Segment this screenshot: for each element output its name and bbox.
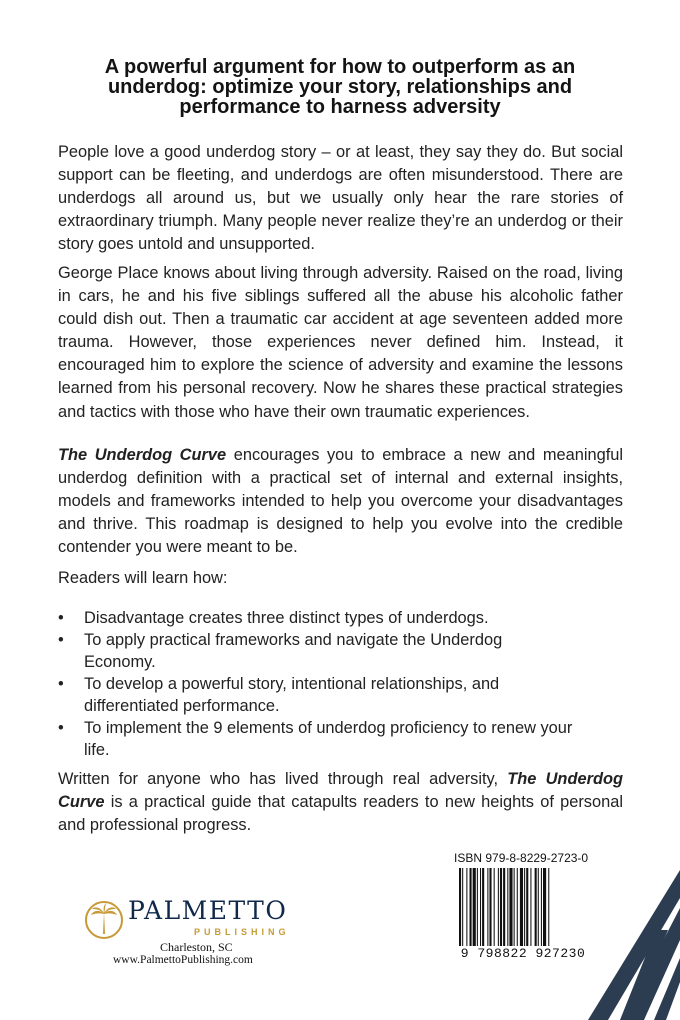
paragraph-book: [58, 444, 623, 559]
list-item-text: To implement the 9 elements of underdog proficiency to renew your life.: [84, 719, 573, 759]
bullet-marker: •: [58, 609, 64, 627]
isbn-label: ISBN 979-8-8229-2723-0: [454, 851, 589, 865]
barcode-bar: [548, 868, 549, 946]
list-item: [58, 629, 578, 673]
paragraph-closing: [58, 768, 623, 837]
barcode-bar: [473, 868, 476, 946]
list-item-text: To apply practical frameworks and navigate the Underdog Economy.: [84, 631, 503, 671]
list-item-text: To develop a powerful story, intentional relationships, and differentiated performance.: [84, 675, 500, 715]
barcode-bar: [507, 868, 508, 946]
list-item-text: Disadvantage creates three distinct types of underdogs.: [84, 609, 489, 627]
bullet-marker: •: [58, 675, 64, 693]
barcode-bar: [538, 868, 539, 946]
decorative-stripes: [560, 870, 680, 1020]
paragraph-closing-text: Written for anyone who has lived through real adversity,: [58, 770, 508, 788]
publisher-sub: PUBLISHING: [194, 927, 290, 937]
barcode-bar: [487, 868, 488, 946]
paragraph-book-text: encourages you to embrace a new and meaningful underdog definition with a practical set of internal and external insights, models and frameworks intended to help you overcome your disadvantages and thrive. This roadmap is designed to help you evolve into the credible contender you were meant to be.: [58, 446, 624, 557]
barcode-bar: [509, 868, 512, 946]
barcode-bar: [530, 868, 531, 946]
barcode-bar: [520, 868, 523, 946]
barcode-bar: [535, 868, 537, 946]
headline: A powerful argument for how to outperform as an underdog: optimize your story, relationships and performance to harness adversity: [104, 56, 576, 118]
paragraph-readers: Readers will learn how:: [58, 569, 228, 587]
barcode-bar: [462, 868, 463, 946]
list-item: [58, 717, 578, 761]
book-title: The Underdog Curve: [58, 446, 227, 464]
bullet-marker: •: [58, 719, 64, 737]
barcode-bar: [480, 868, 481, 946]
palmetto-tree-icon: [84, 900, 124, 940]
barcode-bar: [517, 868, 518, 946]
barcode-bar: [482, 868, 484, 946]
book-title: The Underdog Curve: [58, 770, 623, 812]
publisher-logo: [84, 896, 294, 966]
barcode-bar: [477, 868, 478, 946]
barcode-bar: [498, 868, 499, 946]
barcode-bar: [466, 868, 467, 946]
barcode-bar: [489, 868, 491, 946]
barcode-bar: [541, 868, 542, 946]
publisher-city: Charleston, SC: [160, 940, 233, 954]
paragraph-intro: People love a good underdog story – or at least, they say they do. But social support can be fleeting, and underdogs are often misunderstood. There are underdogs all around us, but we usually only hear the rare stories of extraordinary triumph. Many people never realize they’re an underdog or their story goes untold and unsupported.: [58, 143, 623, 254]
barcode-bar: [526, 868, 528, 946]
list-item: [58, 673, 578, 717]
barcode-bar: [503, 868, 505, 946]
publisher-url: www.PalmettoPublishing.com: [113, 954, 253, 966]
barcode-bar: [494, 868, 495, 946]
barcode-bar: [459, 868, 461, 946]
bullet-marker: •: [58, 631, 64, 649]
paragraph-author: George Place knows about living through adversity. Raised on the road, living in cars, he and his five siblings suffered all the abuse his alcoholic father could dish out. Then a traumatic car accident at age seventeen added more trauma. However, those experiences never defined him. Instead, it encouraged him to explore the science of adversity and examine the lessons learned from his personal recovery. Now he shares these practical strategies and tactics with those who have their own traumatic experiences.: [58, 264, 623, 421]
barcode-bar: [524, 868, 525, 946]
publisher-name: PALMETTO: [128, 896, 288, 925]
barcode-bar: [514, 868, 515, 946]
barcode-bar: [500, 868, 502, 946]
list-item: [58, 607, 578, 629]
paragraph-closing-text: is a practical guide that catapults readers to new heights of personal and professional progress.: [58, 793, 623, 835]
barcode-digits: 9 798822 927230: [460, 946, 586, 961]
barcode-bar: [470, 868, 472, 946]
barcode-bar: [543, 868, 546, 946]
learning-list: [58, 607, 578, 761]
